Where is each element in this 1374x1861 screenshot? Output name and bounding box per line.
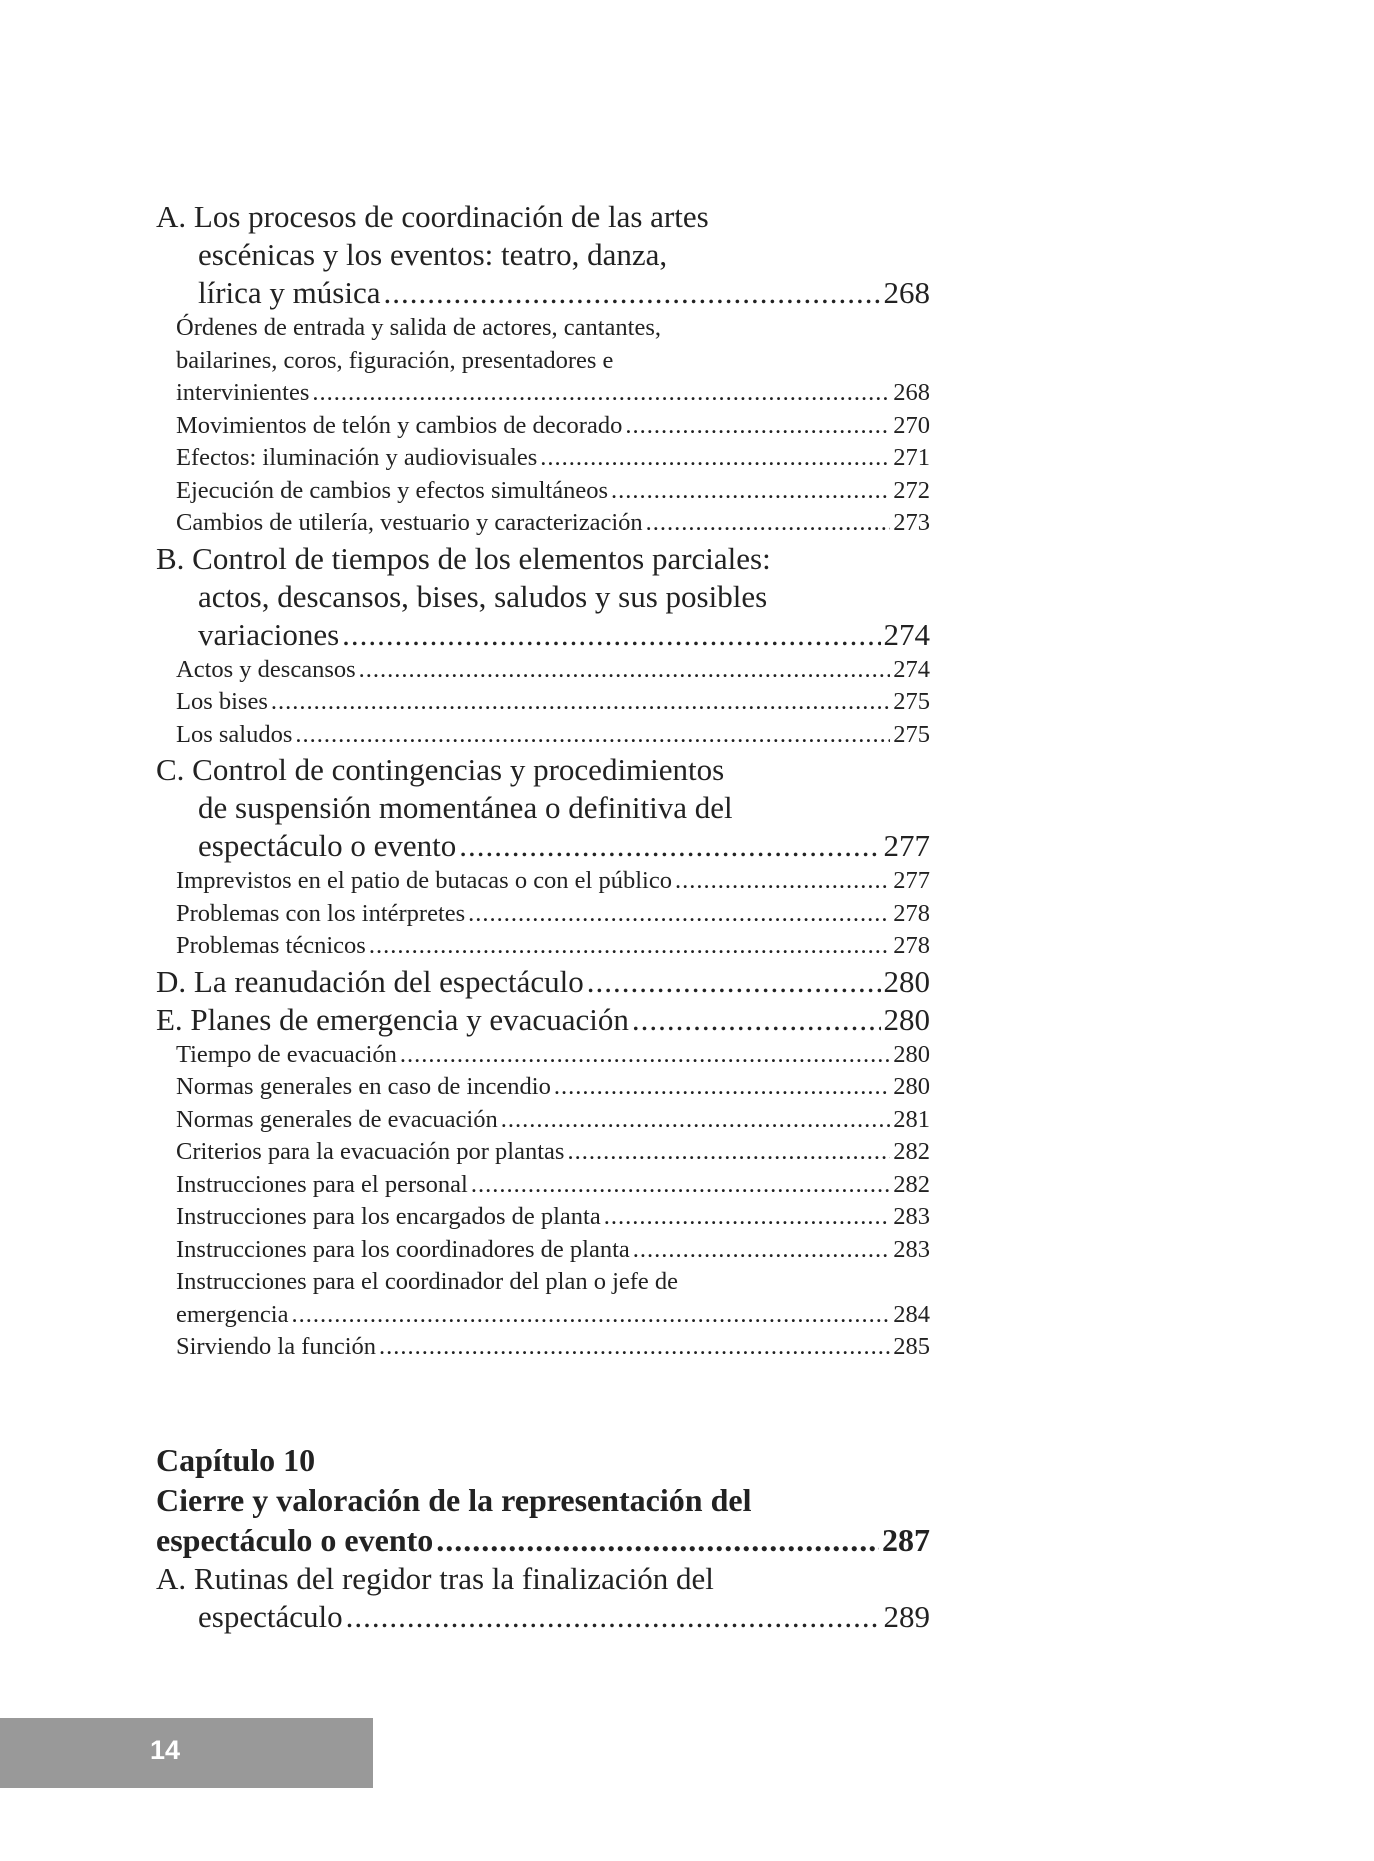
toc-page-number: 287 [882, 1521, 930, 1558]
toc-entry-title: Normas generales en caso de incendio [176, 1073, 551, 1100]
toc-page-number: 283 [893, 1235, 930, 1263]
toc-entry-title: Los bises [176, 688, 268, 715]
toc-subentry[interactable] [176, 898, 930, 931]
toc-section-e [156, 1001, 930, 1039]
toc-subentry[interactable] [176, 1201, 930, 1234]
toc-page-number: 278 [893, 899, 930, 927]
toc-entry-title: Imprevistos en el patio de butacas o con el público [176, 867, 672, 894]
toc-entry[interactable] [156, 274, 930, 312]
dot-leader [359, 654, 891, 687]
dot-leader [604, 1201, 891, 1234]
dot-leader [633, 1234, 890, 1267]
toc-page-number: 278 [893, 932, 930, 959]
toc-entry-title: Problemas técnicos [176, 932, 366, 959]
page-number: 14 [150, 1735, 181, 1765]
toc-subentry[interactable] [176, 410, 930, 443]
toc-entry-title: Actos y descansos [176, 655, 356, 683]
toc-entry-title: variaciones [198, 616, 340, 652]
toc-section-title: B. Control de tiempos de los elementos parciales: [156, 540, 771, 576]
toc-page-number: 280 [883, 1001, 930, 1037]
toc-entry[interactable] [156, 827, 930, 865]
toc-entry-title: Movimientos de telón y cambios de decorado [176, 411, 623, 439]
dot-leader [471, 1169, 890, 1202]
toc-section-title: A. Los procesos de coordinación de las artes [156, 199, 709, 234]
toc-chapter-entry[interactable] [156, 1520, 930, 1560]
dot-leader [342, 616, 880, 654]
toc-subentries-a [156, 312, 930, 540]
toc-entry-title: Los saludos [176, 720, 293, 748]
dot-leader [540, 442, 890, 475]
toc-page-number: 268 [893, 379, 930, 406]
dot-leader [369, 930, 890, 963]
dot-leader [400, 1039, 890, 1072]
toc-page-number: 277 [883, 828, 930, 863]
dot-leader [346, 1598, 881, 1636]
toc-entry-title: espectáculo o evento [198, 828, 457, 863]
dot-leader [554, 1071, 890, 1104]
toc-subentry[interactable] [176, 686, 930, 719]
dot-leader [312, 377, 890, 410]
toc-section-title: de suspensión momentánea o definitiva del [198, 790, 733, 825]
toc-entry[interactable] [156, 1598, 930, 1636]
toc-section-title: escénicas y los eventos: teatro, danza, [198, 237, 668, 272]
toc-section-b [156, 540, 930, 654]
dot-leader [271, 686, 890, 719]
toc-subentry[interactable] [176, 1234, 930, 1267]
toc-subentries-b [156, 654, 930, 752]
toc-page-number: 273 [893, 509, 930, 536]
dot-leader [632, 1001, 881, 1039]
toc-entry-title: Sirviendo la función [176, 1333, 377, 1360]
dot-leader [675, 865, 890, 898]
toc-page-number: 277 [893, 867, 930, 894]
toc-page-number: 284 [893, 1300, 930, 1328]
toc-page-number: 280 [893, 1040, 930, 1068]
toc-subentry[interactable] [176, 377, 930, 410]
toc-chapter-10 [156, 1440, 930, 1560]
toc-subentry-line: Órdenes de entrada y salida de actores, cantantes, [176, 314, 662, 341]
toc-page-number: 285 [893, 1333, 930, 1360]
toc-subentries-c [156, 865, 930, 963]
toc-page-number: 282 [893, 1170, 930, 1198]
toc-entry-title: Normas generales de evacuación [176, 1105, 498, 1133]
toc-subentry[interactable] [176, 865, 930, 898]
toc-section-title: A. Rutinas del regidor tras la finalización del [156, 1560, 714, 1596]
toc-section-a [156, 198, 930, 312]
toc-section-c [156, 751, 930, 865]
page-number-tab [0, 1718, 373, 1788]
dot-leader [459, 827, 880, 865]
dot-leader [625, 410, 890, 443]
toc-subentry[interactable] [176, 1071, 930, 1104]
toc-subentry[interactable] [176, 1104, 930, 1137]
toc-page-number: 281 [893, 1105, 930, 1133]
toc-subentry[interactable] [176, 719, 930, 752]
toc-page-number: 280 [883, 963, 930, 999]
toc-subentry[interactable] [176, 507, 930, 540]
toc-page-number: 272 [893, 476, 930, 504]
toc-entry[interactable] [156, 616, 930, 654]
toc-page-number: 270 [893, 411, 930, 439]
toc-entry[interactable] [156, 1001, 930, 1039]
toc-subentry[interactable] [176, 930, 930, 963]
toc-subentry-line: Instrucciones para el coordinador del plan o jefe de [176, 1268, 679, 1295]
toc-entry-title: Instrucciones para el personal [176, 1170, 468, 1198]
toc-subentry[interactable] [176, 442, 930, 475]
toc-entry-title: lírica y música [198, 275, 381, 310]
dot-leader [611, 475, 890, 508]
dot-leader [646, 507, 891, 540]
toc-page-number: 282 [893, 1138, 930, 1165]
toc-entry-title: Instrucciones para los encargados de planta [176, 1203, 601, 1230]
dot-leader [567, 1136, 890, 1169]
toc-entry-title: espectáculo [198, 1598, 343, 1634]
chapter-label: Capítulo 10 [156, 1441, 316, 1478]
toc-subentry[interactable] [176, 475, 930, 508]
toc-page-number: 274 [883, 616, 930, 652]
toc-entry-title: Ejecución de cambios y efectos simultáneos [176, 476, 609, 504]
dot-leader [291, 1299, 890, 1332]
toc-page-number: 268 [883, 275, 930, 310]
toc-subentry[interactable] [176, 654, 930, 687]
dot-leader [379, 1331, 890, 1364]
toc-entry-title: D. La reanudación del espectáculo [156, 963, 584, 999]
dot-leader [501, 1104, 891, 1137]
toc-entry[interactable] [156, 963, 930, 1001]
toc-entry-title: Instrucciones para los coordinadores de planta [176, 1235, 630, 1263]
toc-entry-title: E. Planes de emergencia y evacuación [156, 1001, 629, 1037]
toc-page-number: 275 [893, 720, 930, 748]
toc-entry-title: Tiempo de evacuación [176, 1040, 397, 1068]
toc-subentries-e [156, 1039, 930, 1364]
toc-entry-title: Criterios para la evacuación por plantas [176, 1138, 565, 1165]
dot-leader [587, 963, 881, 1001]
dot-leader [384, 274, 881, 312]
toc-section-title: C. Control de contingencias y procedimientos [156, 752, 725, 787]
toc-entry-title: Efectos: iluminación y audiovisuales [176, 444, 538, 471]
toc-entry-title: Cambios de utilería, vestuario y caracterización [176, 509, 643, 536]
toc-subentry-line: bailarines, coros, figuración, presentadores e [176, 346, 614, 374]
dot-leader [295, 719, 890, 752]
toc-chapter-10-section-a [156, 1560, 930, 1636]
toc-subentry[interactable] [176, 1039, 930, 1072]
dot-leader [468, 898, 890, 931]
toc-page-number: 271 [893, 444, 930, 471]
table-of-contents [156, 198, 930, 1636]
toc-page-number: 289 [883, 1598, 930, 1634]
toc-page-number: 283 [893, 1203, 930, 1230]
toc-page-number: 274 [893, 655, 930, 683]
chapter-title: Cierre y valoración de la representación del [156, 1481, 752, 1518]
toc-entry-title: intervinientes [176, 379, 310, 406]
toc-entry-title: Problemas con los intérpretes [176, 899, 466, 927]
toc-section-d [156, 963, 930, 1001]
toc-entry-title: emergencia [176, 1300, 289, 1328]
toc-page-number: 280 [893, 1073, 930, 1100]
chapter-title: espectáculo o evento [156, 1521, 434, 1558]
toc-section-title: actos, descansos, bises, saludos y sus posibles [198, 578, 768, 614]
toc-page-number: 275 [893, 688, 930, 715]
dot-leader [436, 1520, 879, 1560]
toc-subentry[interactable] [176, 1169, 930, 1202]
toc-subentry[interactable] [176, 1299, 930, 1332]
toc-subentry[interactable] [176, 1136, 930, 1169]
toc-subentry[interactable] [176, 1331, 930, 1364]
